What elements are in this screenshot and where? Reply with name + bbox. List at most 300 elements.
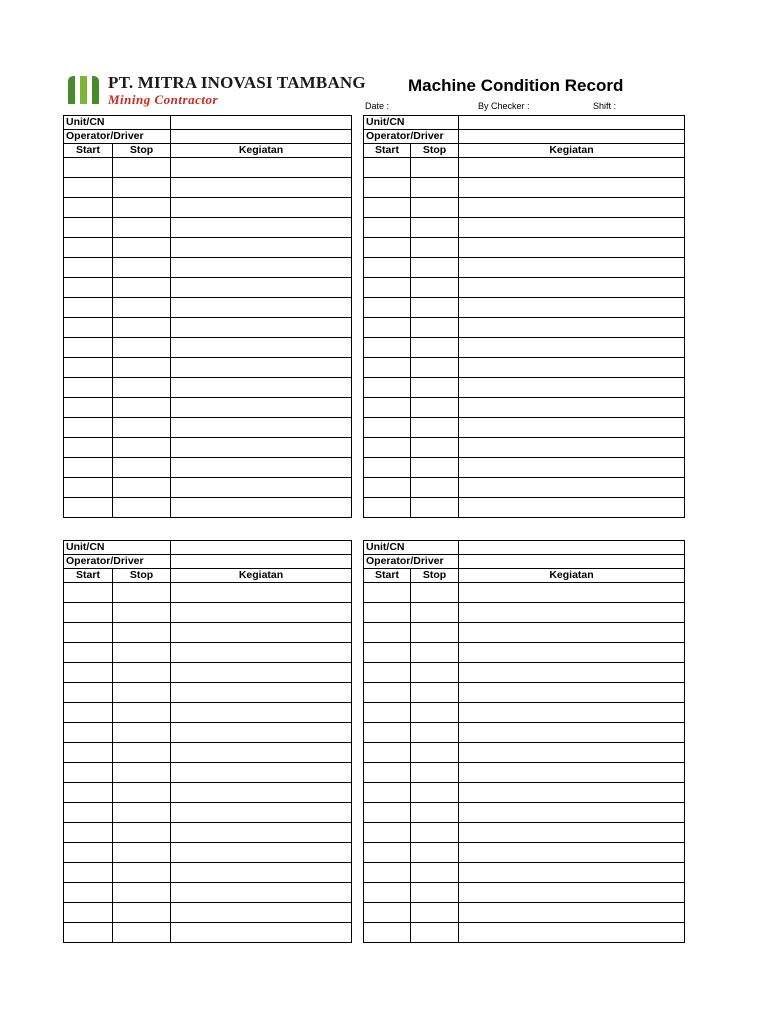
table-row [364,603,685,623]
activity-cell[interactable] [171,583,352,603]
stop-cell[interactable] [411,158,459,178]
operator-field[interactable] [171,130,352,144]
stop-cell[interactable] [411,378,459,398]
start-cell[interactable] [64,803,113,823]
table-row [364,763,685,783]
start-cell[interactable] [364,843,411,863]
stop-cell[interactable] [411,763,459,783]
table-row [64,338,352,358]
activity-cell[interactable] [171,318,352,338]
activity-cell[interactable] [459,603,685,623]
start-cell[interactable] [64,683,113,703]
stop-cell[interactable] [113,843,171,863]
start-cell[interactable] [64,338,113,358]
table-row [364,178,685,198]
table-row [364,703,685,723]
stop-cell[interactable] [113,583,171,603]
table-row [364,238,685,258]
activity-cell[interactable] [459,923,685,943]
table-row [64,238,352,258]
start-cell[interactable] [64,723,113,743]
activity-cell[interactable] [459,458,685,478]
unit-field[interactable] [459,116,685,130]
start-cell[interactable] [364,623,411,643]
table-row [64,298,352,318]
start-cell[interactable] [64,258,113,278]
stop-cell[interactable] [113,298,171,318]
stop-cell[interactable] [113,903,171,923]
stop-cell[interactable] [113,198,171,218]
unit-label: Unit/CN [64,541,171,555]
start-cell[interactable] [364,198,411,218]
start-cell[interactable] [364,923,411,943]
table-row [364,298,685,318]
stop-cell[interactable] [411,583,459,603]
stop-cell[interactable] [411,438,459,458]
start-cell[interactable] [64,603,113,623]
activity-cell[interactable] [171,298,352,318]
start-cell[interactable] [64,923,113,943]
table-row [364,218,685,238]
table-row [64,198,352,218]
activity-cell[interactable] [171,683,352,703]
table-row [364,643,685,663]
activity-cell[interactable] [459,663,685,683]
start-cell[interactable] [64,903,113,923]
table-row [64,823,352,843]
start-cell[interactable] [364,743,411,763]
table-row [64,583,352,603]
activity-cell[interactable] [459,783,685,803]
start-cell[interactable] [364,158,411,178]
activity-cell[interactable] [459,703,685,723]
table-row [364,418,685,438]
stop-cell[interactable] [113,398,171,418]
stop-cell[interactable] [411,358,459,378]
stop-cell[interactable] [411,218,459,238]
activity-cell[interactable] [171,703,352,723]
start-cell[interactable] [64,843,113,863]
stop-cell[interactable] [411,923,459,943]
activity-cell[interactable] [171,378,352,398]
start-cell[interactable] [364,318,411,338]
activity-cell[interactable] [171,643,352,663]
activity-cell[interactable] [459,478,685,498]
table-row [364,803,685,823]
start-header: Start [64,569,113,583]
stop-cell[interactable] [113,603,171,623]
start-cell[interactable] [364,298,411,318]
start-cell[interactable] [364,178,411,198]
stop-cell[interactable] [411,863,459,883]
operator-label: Operator/Driver [364,130,459,144]
stop-cell[interactable] [113,823,171,843]
activity-cell[interactable] [171,218,352,238]
table-row [64,478,352,498]
start-cell[interactable] [364,418,411,438]
start-cell[interactable] [364,903,411,923]
stop-cell[interactable] [411,318,459,338]
stop-cell[interactable] [411,338,459,358]
operator-field[interactable] [459,555,685,569]
stop-cell[interactable] [411,298,459,318]
stop-cell[interactable] [411,663,459,683]
operator-field[interactable] [171,555,352,569]
stop-cell[interactable] [113,458,171,478]
activity-cell[interactable] [171,903,352,923]
stop-cell[interactable] [113,663,171,683]
activity-cell[interactable] [459,318,685,338]
activity-cell[interactable] [459,583,685,603]
start-cell[interactable] [64,863,113,883]
activity-cell[interactable] [459,623,685,643]
start-cell[interactable] [64,498,113,518]
stop-header: Stop [411,144,459,158]
activity-cell[interactable] [459,723,685,743]
start-cell[interactable] [64,278,113,298]
stop-cell[interactable] [411,743,459,763]
activity-cell[interactable] [171,438,352,458]
stop-cell[interactable] [113,763,171,783]
start-cell[interactable] [64,398,113,418]
start-header: Start [364,569,411,583]
stop-cell[interactable] [411,278,459,298]
start-cell[interactable] [364,258,411,278]
stop-cell[interactable] [113,418,171,438]
table-row [64,358,352,378]
stop-cell[interactable] [411,883,459,903]
activity-cell[interactable] [171,763,352,783]
start-cell[interactable] [64,883,113,903]
activity-cell[interactable] [171,238,352,258]
activity-cell[interactable] [459,643,685,663]
stop-cell[interactable] [113,218,171,238]
stop-cell[interactable] [411,783,459,803]
table-row [364,398,685,418]
start-cell[interactable] [364,583,411,603]
stop-cell[interactable] [411,703,459,723]
start-cell[interactable] [64,478,113,498]
stop-cell[interactable] [411,458,459,478]
start-cell[interactable] [364,803,411,823]
document-title: Machine Condition Record [408,76,624,95]
start-cell[interactable] [364,663,411,683]
start-cell[interactable] [364,783,411,803]
activity-cell[interactable] [171,623,352,643]
activity-cell[interactable] [459,418,685,438]
stop-cell[interactable] [411,803,459,823]
company-name: PT. MITRA INOVASI TAMBANG [108,73,366,92]
activity-cell[interactable] [171,418,352,438]
stop-cell[interactable] [113,803,171,823]
start-cell[interactable] [364,458,411,478]
table-row [64,703,352,723]
stop-cell[interactable] [113,338,171,358]
unit-field[interactable] [171,541,352,555]
activity-cell[interactable] [171,883,352,903]
start-cell[interactable] [364,218,411,238]
start-cell[interactable] [64,198,113,218]
start-cell[interactable] [364,278,411,298]
stop-cell[interactable] [113,498,171,518]
table-row [64,743,352,763]
table-row [64,178,352,198]
table-row [64,883,352,903]
table-row [364,723,685,743]
table-row [64,378,352,398]
stop-cell[interactable] [113,643,171,663]
start-cell[interactable] [64,623,113,643]
activity-cell[interactable] [171,743,352,763]
unit-label: Unit/CN [64,116,171,130]
activity-cell[interactable] [459,298,685,318]
start-cell[interactable] [64,178,113,198]
start-cell[interactable] [364,398,411,418]
start-cell[interactable] [64,438,113,458]
activity-header: Kegiatan [459,144,685,158]
table-row [364,683,685,703]
stop-cell[interactable] [411,498,459,518]
stop-cell[interactable] [113,703,171,723]
stop-cell[interactable] [113,238,171,258]
activity-cell[interactable] [171,478,352,498]
start-cell[interactable] [64,378,113,398]
activity-cell[interactable] [171,198,352,218]
start-cell[interactable] [364,763,411,783]
stop-cell[interactable] [113,623,171,643]
table-row [364,883,685,903]
start-cell[interactable] [364,883,411,903]
activity-cell[interactable] [459,823,685,843]
table-row [364,903,685,923]
company-tagline: Mining Contractor [108,92,219,107]
table-row [364,663,685,683]
activity-cell[interactable] [459,683,685,703]
start-cell[interactable] [64,218,113,238]
stop-cell[interactable] [113,863,171,883]
table-row [364,743,685,763]
table-row [364,623,685,643]
start-cell[interactable] [364,823,411,843]
stop-cell[interactable] [113,318,171,338]
stop-cell[interactable] [411,643,459,663]
activity-cell[interactable] [171,498,352,518]
table-row [64,763,352,783]
activity-cell[interactable] [171,178,352,198]
activity-cell[interactable] [459,863,685,883]
activity-header: Kegiatan [171,144,352,158]
activity-cell[interactable] [171,158,352,178]
stop-cell[interactable] [113,278,171,298]
start-cell[interactable] [364,378,411,398]
activity-cell[interactable] [459,218,685,238]
shift-label: Shift : [593,101,617,111]
stop-cell[interactable] [411,823,459,843]
start-cell[interactable] [64,583,113,603]
activity-cell[interactable] [459,398,685,418]
table-row [64,418,352,438]
stop-cell[interactable] [411,478,459,498]
stop-cell[interactable] [113,258,171,278]
activity-cell[interactable] [459,743,685,763]
activity-cell[interactable] [171,843,352,863]
table-row [64,258,352,278]
start-cell[interactable] [364,603,411,623]
stop-cell[interactable] [113,683,171,703]
activity-cell[interactable] [459,378,685,398]
activity-cell[interactable] [459,803,685,823]
stop-cell[interactable] [113,378,171,398]
unit-label: Unit/CN [364,116,459,130]
activity-cell[interactable] [171,663,352,683]
stop-cell[interactable] [411,418,459,438]
start-cell[interactable] [64,663,113,683]
activity-cell[interactable] [459,258,685,278]
activity-cell[interactable] [171,783,352,803]
stop-cell[interactable] [113,358,171,378]
stop-cell[interactable] [113,743,171,763]
start-cell[interactable] [364,683,411,703]
start-cell[interactable] [364,863,411,883]
activity-cell[interactable] [171,458,352,478]
record-block-top-left [63,115,352,518]
activity-header: Kegiatan [459,569,685,583]
start-cell[interactable] [64,158,113,178]
stop-cell[interactable] [113,883,171,903]
start-cell[interactable] [64,458,113,478]
activity-cell[interactable] [171,823,352,843]
activity-cell[interactable] [459,278,685,298]
start-cell[interactable] [64,358,113,378]
table-row [64,863,352,883]
activity-cell[interactable] [459,338,685,358]
activity-cell[interactable] [171,398,352,418]
table-row [64,318,352,338]
operator-label: Operator/Driver [64,555,171,569]
stop-cell[interactable] [411,198,459,218]
activity-header: Kegiatan [171,569,352,583]
company-logo-icon [66,74,102,106]
start-cell[interactable] [364,358,411,378]
activity-cell[interactable] [171,923,352,943]
table-row [364,378,685,398]
activity-cell[interactable] [459,883,685,903]
start-cell[interactable] [64,743,113,763]
stop-cell[interactable] [113,478,171,498]
start-cell[interactable] [364,723,411,743]
activity-cell[interactable] [171,338,352,358]
start-cell[interactable] [64,318,113,338]
start-cell[interactable] [64,703,113,723]
table-row [64,663,352,683]
activity-cell[interactable] [459,198,685,218]
stop-header: Stop [411,569,459,583]
activity-cell[interactable] [459,498,685,518]
stop-cell[interactable] [411,723,459,743]
stop-cell[interactable] [411,623,459,643]
table-row [364,783,685,803]
start-cell[interactable] [364,643,411,663]
table-row [64,783,352,803]
operator-label: Operator/Driver [64,130,171,144]
table-row [364,438,685,458]
start-cell[interactable] [64,763,113,783]
start-cell[interactable] [64,298,113,318]
table-row [64,398,352,418]
stop-cell[interactable] [411,683,459,703]
table-row [64,683,352,703]
stop-cell[interactable] [113,923,171,943]
stop-header: Stop [113,144,171,158]
stop-cell[interactable] [411,603,459,623]
start-cell[interactable] [364,498,411,518]
record-block-top-right [363,115,685,518]
unit-label: Unit/CN [364,541,459,555]
start-cell[interactable] [64,643,113,663]
activity-cell[interactable] [459,843,685,863]
activity-cell[interactable] [171,863,352,883]
unit-field[interactable] [459,541,685,555]
start-cell[interactable] [364,338,411,358]
table-row [64,843,352,863]
activity-cell[interactable] [459,158,685,178]
activity-cell[interactable] [459,438,685,458]
date-label: Date : [365,101,390,111]
start-cell[interactable] [364,438,411,458]
table-row [364,923,685,943]
table-row [364,458,685,478]
activity-cell[interactable] [171,803,352,823]
activity-cell[interactable] [171,358,352,378]
table-row [64,643,352,663]
stop-cell[interactable] [411,238,459,258]
table-row [64,278,352,298]
operator-field[interactable] [459,130,685,144]
stop-cell[interactable] [113,438,171,458]
activity-cell[interactable] [171,603,352,623]
stop-cell[interactable] [113,723,171,743]
start-cell[interactable] [364,478,411,498]
start-cell[interactable] [364,703,411,723]
start-cell[interactable] [64,823,113,843]
activity-cell[interactable] [459,763,685,783]
activity-cell[interactable] [171,723,352,743]
stop-cell[interactable] [113,158,171,178]
activity-cell[interactable] [171,258,352,278]
stop-cell[interactable] [411,398,459,418]
activity-cell[interactable] [459,178,685,198]
start-cell[interactable] [64,238,113,258]
start-cell[interactable] [64,418,113,438]
activity-cell[interactable] [171,278,352,298]
activity-cell[interactable] [459,238,685,258]
activity-cell[interactable] [459,358,685,378]
activity-cell[interactable] [459,903,685,923]
stop-cell[interactable] [113,178,171,198]
table-row [364,318,685,338]
stop-cell[interactable] [411,843,459,863]
table-row [364,198,685,218]
unit-field[interactable] [171,116,352,130]
stop-cell[interactable] [411,178,459,198]
start-cell[interactable] [64,783,113,803]
stop-cell[interactable] [113,783,171,803]
stop-cell[interactable] [411,258,459,278]
table-row [364,258,685,278]
start-cell[interactable] [364,238,411,258]
stop-cell[interactable] [411,903,459,923]
table-row [64,158,352,178]
